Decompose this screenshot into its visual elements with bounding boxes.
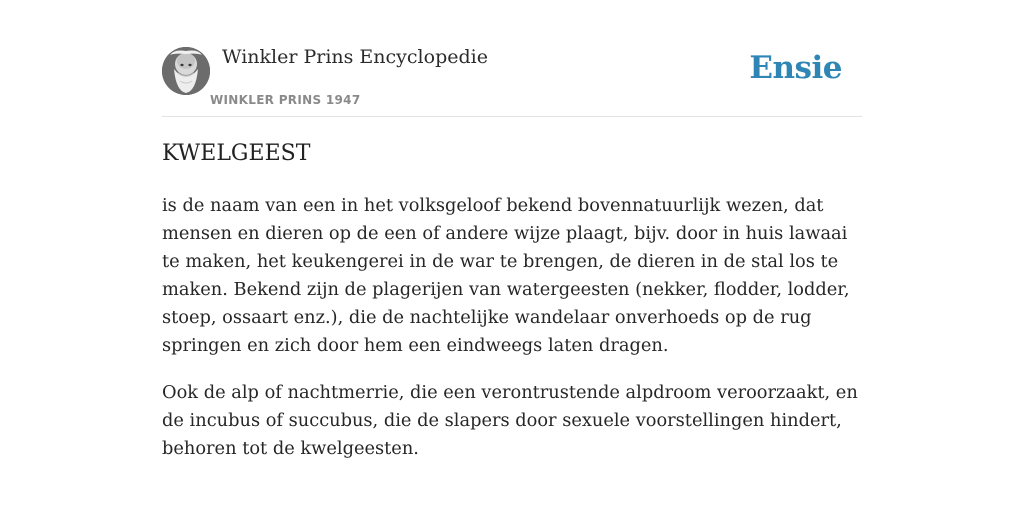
source-edition[interactable]: WINKLER PRINS 1947 — [210, 93, 361, 107]
entry-paragraph: Ook de alp of nachtmerrie, die een verontrustende alpdroom veroorzaakt, en de incubus of succubus, die de slapers door sexuele voorstellingen hindert, behoren tot de kwelgeesten. — [162, 382, 858, 459]
entry-body — [162, 192, 862, 482]
bearded-man-portrait-icon — [162, 47, 210, 95]
entry-title: KWELGEEST — [162, 141, 311, 166]
avatar[interactable] — [162, 47, 210, 95]
entry-paragraph: is de naam van een in het volksgeloof bekend bovennatuurlijk wezen, dat mensen en dieren op de een of andere wijze plaagt, bijv. door in huis lawaai te maken, het keukengerei in de war te brengen, de dieren in de stal los te maken. Bekend zijn de plagerijen van watergeesten (nekker, flodder, lodder, stoep, ossaart enz.), die de nachtelijke wandelaar onverhoeds op de rug springen en zich door hem een eindweegs laten dragen. — [162, 195, 850, 356]
source-title[interactable]: Winkler Prins Encyclopedie — [222, 46, 488, 68]
source-header — [162, 0, 862, 117]
page-container — [162, 0, 862, 459]
brand-logo[interactable]: Ensie — [749, 50, 842, 86]
